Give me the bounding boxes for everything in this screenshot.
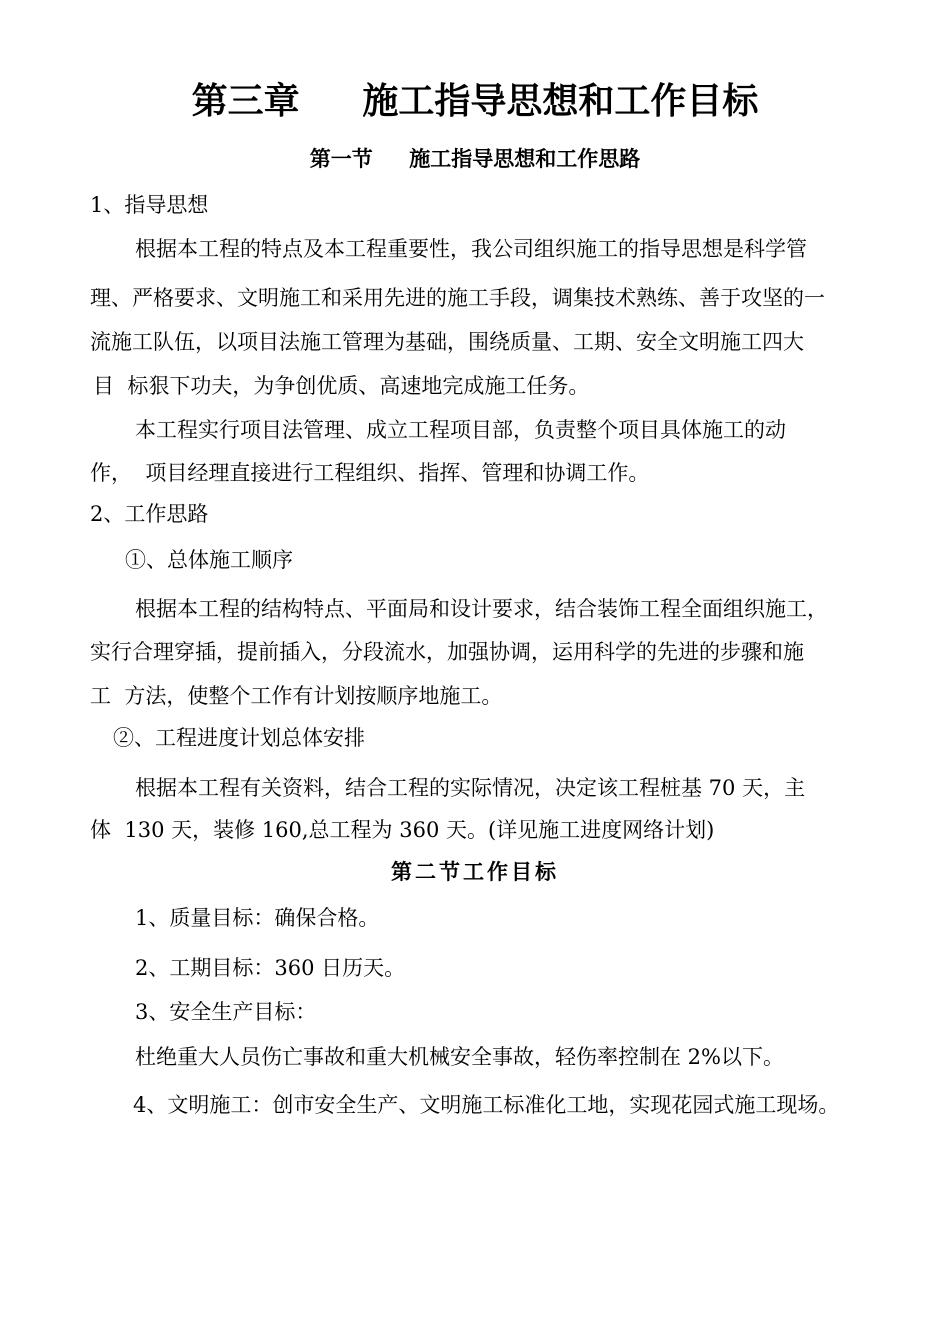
sub1-para-line1: 根据本工程的结构特点、平面局和设计要求，结合装饰工程全面组织施工， xyxy=(135,597,828,621)
goal-item-3-detail: 杜绝重大人员伤亡事故和重大机械安全事故，轻伤率控制在 2%以下。 xyxy=(135,1045,784,1069)
part1-para1-line4: 目 标狠下功夫，为争创优质、高速地完成施工任务。 xyxy=(93,374,590,398)
sub1-para-line2: 实行合理穿插，提前插入，分段流水，加强协调，运用科学的先进的步骤和施 xyxy=(90,640,804,664)
section1-title: 第一节 施工指导思想和工作思路 xyxy=(309,147,641,171)
goal-item-2: 2、工期目标：360 日历天。 xyxy=(135,956,406,980)
part1-heading: 1、指导思想 xyxy=(90,193,209,217)
part1-para1-line1: 根据本工程的特点及本工程重要性，我公司组织施工的指导思想是科学管 xyxy=(135,237,807,261)
sub2-heading: ②、工程进度计划总体安排 xyxy=(113,726,365,750)
part2-heading: 2、工作思路 xyxy=(90,502,209,526)
goal-item-3: 3、安全生产目标： xyxy=(135,1000,317,1024)
sub1-para-line3: 工 方法，使整个工作有计划按顺序地施工。 xyxy=(90,684,503,708)
goal-item-4: 4、文明施工：创市安全生产、文明施工标准化工地，实现花园式施工现场。 xyxy=(133,1093,840,1117)
part1-para2-line2: 作， 项目经理直接进行工程组织、指挥、管理和协调工作。 xyxy=(90,461,650,485)
goal-item-1: 1、质量目标：确保合格。 xyxy=(135,906,380,930)
sub2-para-line2: 体 130 天，装修 160,总工程为 360 天。(详见施工进度网络计划) xyxy=(90,818,715,842)
sub1-heading: ①、总体施工顺序 xyxy=(125,548,293,572)
part1-para1-line2: 理、严格要求、文明施工和采用先进的施工手段，调集技术熟练、善于攻坚的一 xyxy=(90,286,825,310)
chapter-title: 第三章 施工指导思想和工作目标 xyxy=(191,81,759,122)
part1-para1-line3: 流施工队伍，以项目法施工管理为基础，围绕质量、工期、安全文明施工四大 xyxy=(90,330,804,354)
section2-title: 第二节工作目标 xyxy=(391,860,559,884)
part1-para2-line1: 本工程实行项目法管理、成立工程项目部，负责整个项目具体施工的动 xyxy=(135,418,786,442)
sub2-para-line1: 根据本工程有关资料，结合工程的实际情况，决定该工程桩基 70 天，主 xyxy=(135,776,806,800)
